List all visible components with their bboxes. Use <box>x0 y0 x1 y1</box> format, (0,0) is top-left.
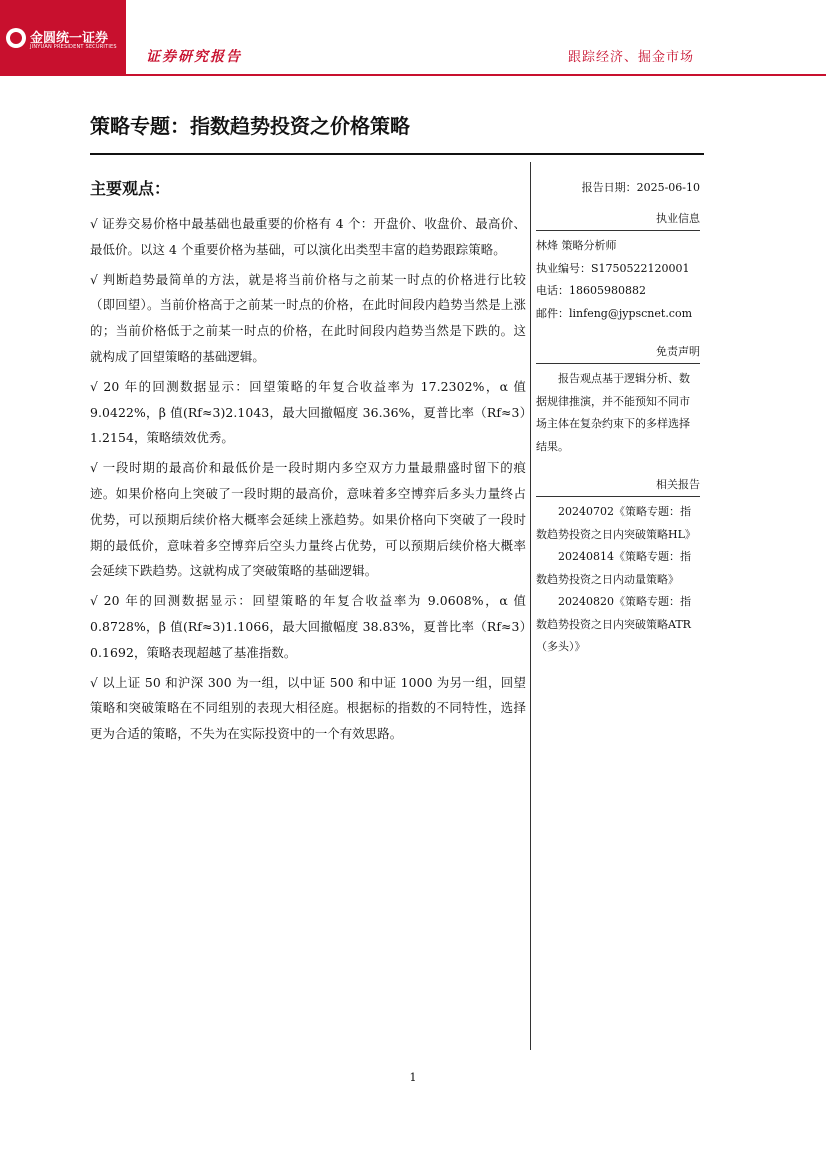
sidebar <box>536 178 700 659</box>
company-logo <box>0 0 126 76</box>
related-report-item[interactable]: 20240702《策略专题：指数趋势投资之日内突破策略HL》 <box>536 505 696 541</box>
license-number: 执业编号：S1750522120001 <box>536 261 690 275</box>
related-report-item[interactable]: 20240814《策略专题：指数趋势投资之日内动量策略》 <box>536 550 691 586</box>
key-point-2: √ 判断趋势最简单的方法，就是将当前价格与之前某一时点的价格进行比较（即回望）。当前价格高于之前某一时点的价格，在此时间段内趋势当然是上涨的；当前价格低于之前某一时点的价格，在此时间段内趋势当然是下跌的。这就构成了回望策略的基础逻辑。 <box>90 271 526 364</box>
logo-subtext: JINYUAN PRESIDENT SECURITIES <box>30 44 117 50</box>
page-header <box>0 0 826 76</box>
logo-emblem-icon <box>6 28 26 48</box>
related-reports-heading: 相关报告 <box>656 478 700 491</box>
header-divider <box>126 74 826 76</box>
disclaimer-heading: 免责声明 <box>656 345 700 358</box>
page-number: 1 <box>409 1071 417 1084</box>
title-divider <box>90 153 704 155</box>
main-column <box>90 176 526 751</box>
logo-text: 金圆统一证券 <box>30 31 109 46</box>
analyst-name: 林烽 策略分析师 <box>536 239 617 252</box>
disclaimer-divider <box>536 363 700 364</box>
column-divider <box>530 162 531 1050</box>
key-point-3: √ 20 年的回测数据显示：回望策略的年复合收益率为 17.2302%，α 值 9.0422%，β 值(Rf≈3)2.1043，最大回撤幅度 36.36%，夏普比率（Rf≈3）1.2154，策略绩效优秀。 <box>90 378 526 446</box>
key-point-1: √ 证券交易价格中最基础也最重要的价格有 4 个：开盘价、收盘价、最高价、最低价。以这 4 个重要价格为基础，可以演化出类型丰富的趋势跟踪策略。 <box>90 216 526 257</box>
key-point-5: √ 20 年的回测数据显示：回望策略的年复合收益率为 9.0608%，α 值 0.8728%，β 值(Rf≈3)1.1066，最大回撤幅度 38.83%，夏普比率（Rf≈3）0.1692，策略表现超越了基准指数。 <box>90 593 526 660</box>
page-title: 策略专题：指数趋势投资之价格策略 <box>90 114 410 138</box>
header-slogan: 跟踪经济、掘金市场 <box>567 50 694 65</box>
analyst-email[interactable]: 邮件：linfeng@jypscnet.com <box>536 306 693 320</box>
report-date: 报告日期：2025-06-10 <box>581 181 700 194</box>
analyst-info-divider <box>536 230 700 231</box>
key-point-6: √ 以上证 50 和沪深 300 为一组，以中证 500 和中证 1000 为另一组，回望策略和突破策略在不同组别的表现大相径庭。根据标的指数的不同特性，选择更为合适的策略，不失为在实际投资中的一个有效思路。 <box>90 674 526 742</box>
related-report-item[interactable]: 20240820《策略专题：指数趋势投资之日内突破策略ATR（多头）》 <box>536 595 691 653</box>
related-reports-divider <box>536 496 700 497</box>
key-point-4: √ 一段时期的最高价和最低价是一段时期内多空双方力量最鼎盛时留下的痕迹。如果价格向上突破了一段时期的最高价，意味着多空博弈后多头力量终占优势，可以预期后续价格大概率会延续上涨趋势。如果价格向下突破了一段时期的最低价，意味着多空博弈后空头力量终占优势，可以预期后续价格大概率会延续下跌趋势。这就构成了突破策略的基础逻辑。 <box>90 460 526 579</box>
disclaimer-text: 报告观点基于逻辑分析、数据规律推演，并不能预知不同市场主体在复杂约束下的多样选择结果。 <box>536 372 690 453</box>
analyst-info-heading: 执业信息 <box>656 212 700 225</box>
report-type-label: 证券研究报告 <box>146 49 242 65</box>
key-points-heading: 主要观点： <box>90 179 171 198</box>
analyst-phone: 电话：18605980882 <box>536 284 646 297</box>
